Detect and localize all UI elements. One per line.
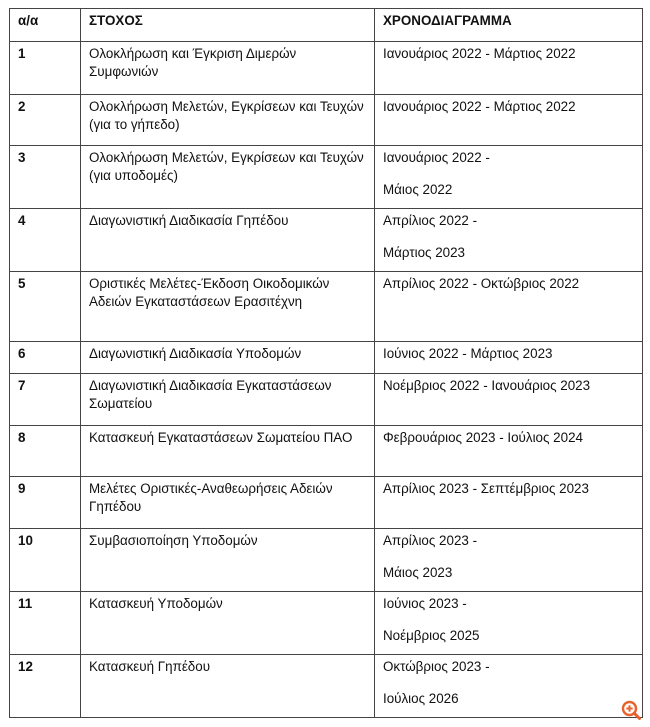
table-row [10, 529, 643, 592]
table-header-row [10, 9, 643, 42]
row-goal: Μελέτες Οριστικές-Αναθεωρήσεις Αδειών Γηπέδου [81, 477, 375, 529]
row-schedule: Ιανουάριος 2022 - Μάρτιος 2022 [375, 95, 643, 146]
table-row [10, 342, 643, 374]
row-number: 4 [10, 209, 81, 272]
row-number: 11 [10, 592, 81, 655]
row-schedule [375, 655, 643, 718]
table-row [10, 42, 643, 95]
schedule-start: Ιούνιος 2023 - [383, 596, 467, 611]
row-goal: Συμβασιοποίηση Υποδομών [81, 529, 375, 592]
schedule-start: Απρίλιος 2023 - [383, 533, 478, 548]
row-number: 7 [10, 374, 81, 426]
row-schedule: Ιούνιος 2022 - Μάρτιος 2023 [375, 342, 643, 374]
row-schedule: Φεβρουάριος 2023 - Ιούλιος 2024 [375, 426, 643, 477]
schedule-end: Νοέμβριος 2025 [383, 628, 480, 643]
row-schedule [375, 209, 643, 272]
schedule-start: Οκτώβριος 2023 - [383, 659, 490, 674]
row-number: 9 [10, 477, 81, 529]
schedule-end: Ιούλιος 2026 [383, 691, 459, 706]
row-schedule [375, 529, 643, 592]
schedule-table [9, 8, 643, 718]
schedule-start: Απρίλιος 2022 - [383, 213, 478, 228]
row-goal: Ολοκλήρωση Μελετών, Εγκρίσεων και Τευχών (για το γήπεδο) [81, 95, 375, 146]
row-goal: Διαγωνιστική Διαδικασία Υποδομών [81, 342, 375, 374]
row-goal: Κατασκευή Υποδομών [81, 592, 375, 655]
table-row [10, 592, 643, 655]
row-number: 12 [10, 655, 81, 718]
schedule-end: Μάιος 2023 [383, 565, 453, 580]
row-number: 10 [10, 529, 81, 592]
row-number: 1 [10, 42, 81, 95]
row-goal: Κατασκευή Γηπέδου [81, 655, 375, 718]
row-goal: Διαγωνιστική Διαδικασία Εγκαταστάσεων Σωματείου [81, 374, 375, 426]
row-schedule: Ιανουάριος 2022 - Μάρτιος 2022 [375, 42, 643, 95]
table-row [10, 272, 643, 342]
row-schedule: Νοέμβριος 2022 - Ιανουάριος 2023 [375, 374, 643, 426]
table-row [10, 426, 643, 477]
table-row [10, 655, 643, 718]
row-goal: Ολοκλήρωση και Έγκριση Διμερών Συμφωνιών [81, 42, 375, 95]
row-goal: Διαγωνιστική Διαδικασία Γηπέδου [81, 209, 375, 272]
schedule-start: Ιανουάριος 2022 - [383, 150, 490, 165]
row-schedule: Απρίλιος 2023 - Σεπτέμβριος 2023 [375, 477, 643, 529]
table-row [10, 146, 643, 209]
row-number: 3 [10, 146, 81, 209]
row-schedule [375, 592, 643, 655]
table-row [10, 95, 643, 146]
header-schedule: ΧΡΟΝΟΔΙΑΓΡΑΜΜΑ [375, 9, 643, 42]
row-goal: Κατασκευή Εγκαταστάσεων Σωματείου ΠΑΟ [81, 426, 375, 477]
row-number: 5 [10, 272, 81, 342]
schedule-end: Μάρτιος 2023 [383, 245, 465, 260]
header-index: α/α [10, 9, 81, 42]
row-schedule: Απρίλιος 2022 - Οκτώβριος 2022 [375, 272, 643, 342]
row-schedule [375, 146, 643, 209]
header-goal: ΣΤΟΧΟΣ [81, 9, 375, 42]
table-row [10, 374, 643, 426]
table-row [10, 209, 643, 272]
zoom-button[interactable] [620, 699, 642, 721]
schedule-end: Μάιος 2022 [383, 182, 453, 197]
row-goal: Ολοκλήρωση Μελετών, Εγκρίσεων και Τευχών (για υποδομές) [81, 146, 375, 209]
row-number: 2 [10, 95, 81, 146]
row-goal: Οριστικές Μελέτες-Έκδοση Οικοδομικών Αδειών Εγκαταστάσεων Ερασιτέχνη [81, 272, 375, 342]
table-row [10, 477, 643, 529]
zoom-in-icon [620, 699, 642, 721]
row-number: 8 [10, 426, 81, 477]
row-number: 6 [10, 342, 81, 374]
